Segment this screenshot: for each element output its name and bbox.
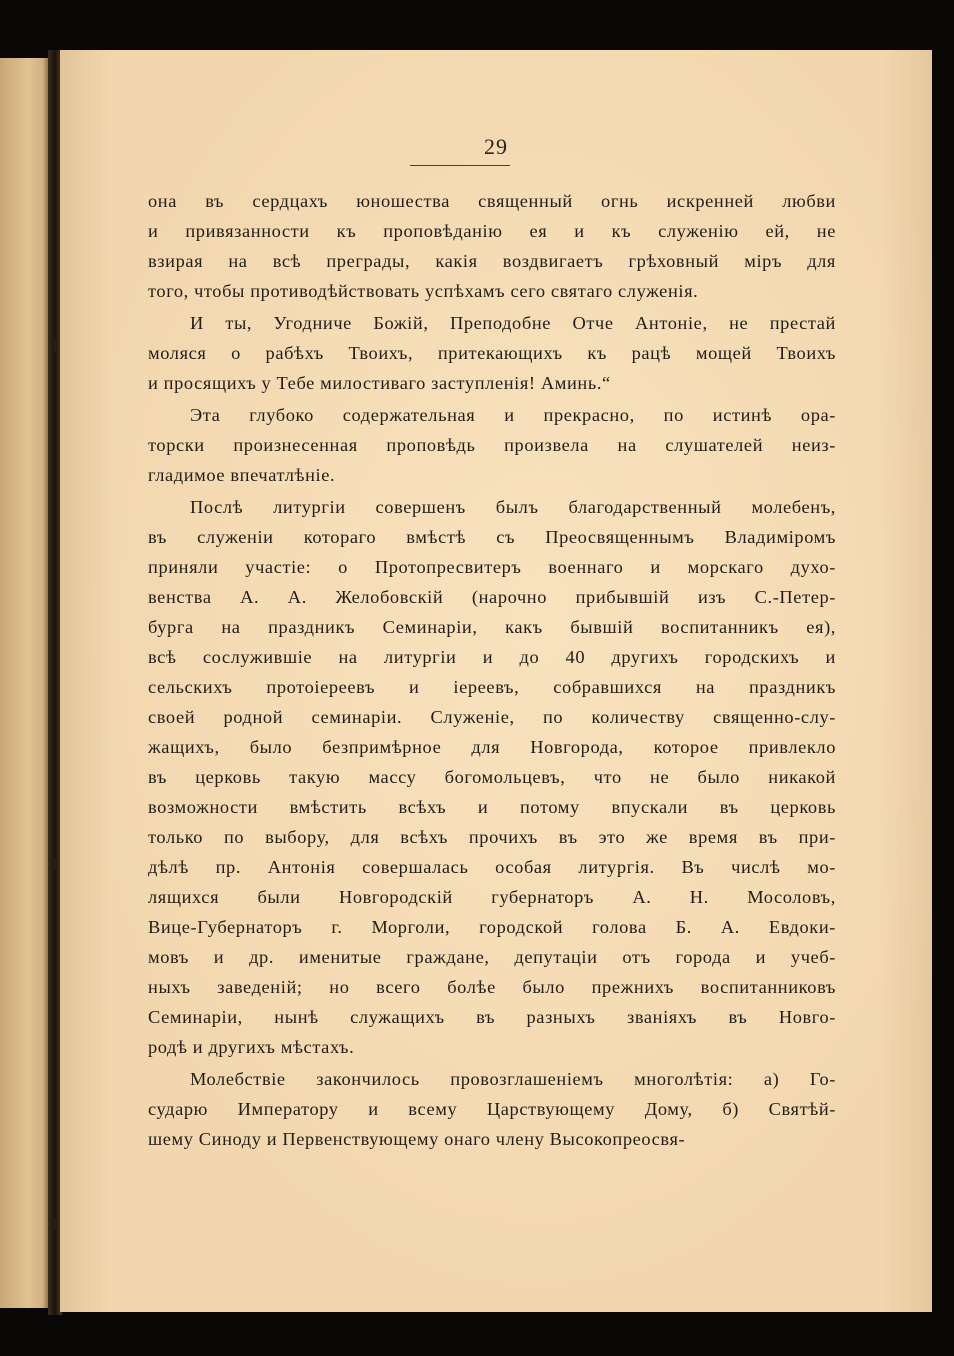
page-number-rule [410, 165, 510, 166]
text-line: сударю Императору и всему Царствующему Дому, б) Святѣй- [148, 1099, 836, 1119]
text-line: Эта глубоко содержательная и прекрасно, по истинѣ ора- [190, 405, 836, 425]
left-page-edge [0, 58, 50, 1308]
book-page [60, 50, 932, 1312]
paragraph [148, 1064, 836, 1154]
text-line: приняли участіе: о Протопресвитеръ военнаго и морскаго духо- [148, 557, 836, 577]
text-line: дѣлѣ пр. Антонія совершалась особая литургія. Въ числѣ мо- [148, 857, 836, 877]
text-line: возможности вмѣстить всѣхъ и потому впускали въ церковь [148, 797, 836, 817]
text-line: въ церковь такую массу богомольцевъ, что не было никакой [148, 767, 836, 787]
text-line: взирая на всѣ преграды, какія воздвигаетъ грѣховный міръ для [148, 251, 836, 271]
paragraph [148, 186, 836, 306]
text-line: сельскихъ протоіереевъ и іереевъ, собравшихся на праздникъ [148, 677, 836, 697]
text-line: только по выбору, для всѣхъ прочихъ въ это же время въ при- [148, 827, 836, 847]
paragraph [148, 492, 836, 1062]
text-line: Семинаріи, нынѣ служащихъ въ разныхъ званіяхъ въ Новго- [148, 1007, 836, 1027]
text-line: венства А. А. Желобовскій (нарочно прибывшій изъ С.-Петер- [148, 587, 836, 607]
text-line: въ служеніи котораго вмѣстѣ съ Преосвященнымъ Владиміромъ [148, 527, 836, 547]
text-line: всѣ сослужившіе на литургіи и до 40 другихъ городскихъ и [148, 647, 836, 667]
text-line: мовъ и др. именитые граждане, депутаціи отъ города и учеб- [148, 947, 836, 967]
text-line: своей родной семинаріи. Служеніе, по количеству священно-слу- [148, 707, 836, 727]
text-line: она въ сердцахъ юношества священный огнь искренней любви [148, 191, 836, 211]
text-line: шему Синоду и Первенствующему онаго члену Высокопреосвя- [148, 1129, 686, 1149]
body-text [148, 186, 836, 1154]
text-line: бурга на праздникъ Семинаріи, какъ бывшій воспитанникъ ея), [148, 617, 836, 637]
text-line: и просящихъ у Тебе милостиваго заступленія! Аминь.“ [148, 373, 611, 393]
page-number: 29 [484, 134, 508, 159]
text-line: гладимое впечатлѣніе. [148, 465, 336, 485]
paragraph [148, 308, 836, 398]
paragraph [148, 400, 836, 490]
text-line: того, чтобы противодѣйствовать успѣхамъ сего святаго служенія. [148, 281, 699, 301]
text-line: Послѣ литургіи совершенъ былъ благодарственный молебенъ, [190, 497, 836, 517]
text-line: торски произнесенная проповѣдь произвела на слушателей неиз- [148, 435, 836, 455]
text-line: И ты, Угодниче Божій, Преподобне Отче Антоніе, не престай [190, 313, 836, 333]
text-line: родѣ и другихъ мѣстахъ. [148, 1037, 355, 1057]
text-line: Молебствіе закончилось провозглашеніемъ многолѣтія: а) Го- [190, 1069, 836, 1089]
text-line: Вице-Губернаторъ г. Морголи, городской голова Б. А. Евдоки- [148, 917, 836, 937]
text-line: ныхъ заведеній; но всего болѣе было прежнихъ воспитанниковъ [148, 977, 836, 997]
text-line: жащихъ, было безпримѣрное для Новгорода, которое привлекло [148, 737, 836, 757]
text-line: и привязанности къ проповѣданію ея и къ служенію ей, не [148, 221, 836, 241]
text-line: моляся о рабѣхъ Твоихъ, притекающихъ къ рацѣ мощей Твоихъ [148, 343, 836, 363]
text-line: лящихся были Новгородскій губернаторъ А. Н. Мосоловъ, [148, 887, 836, 907]
